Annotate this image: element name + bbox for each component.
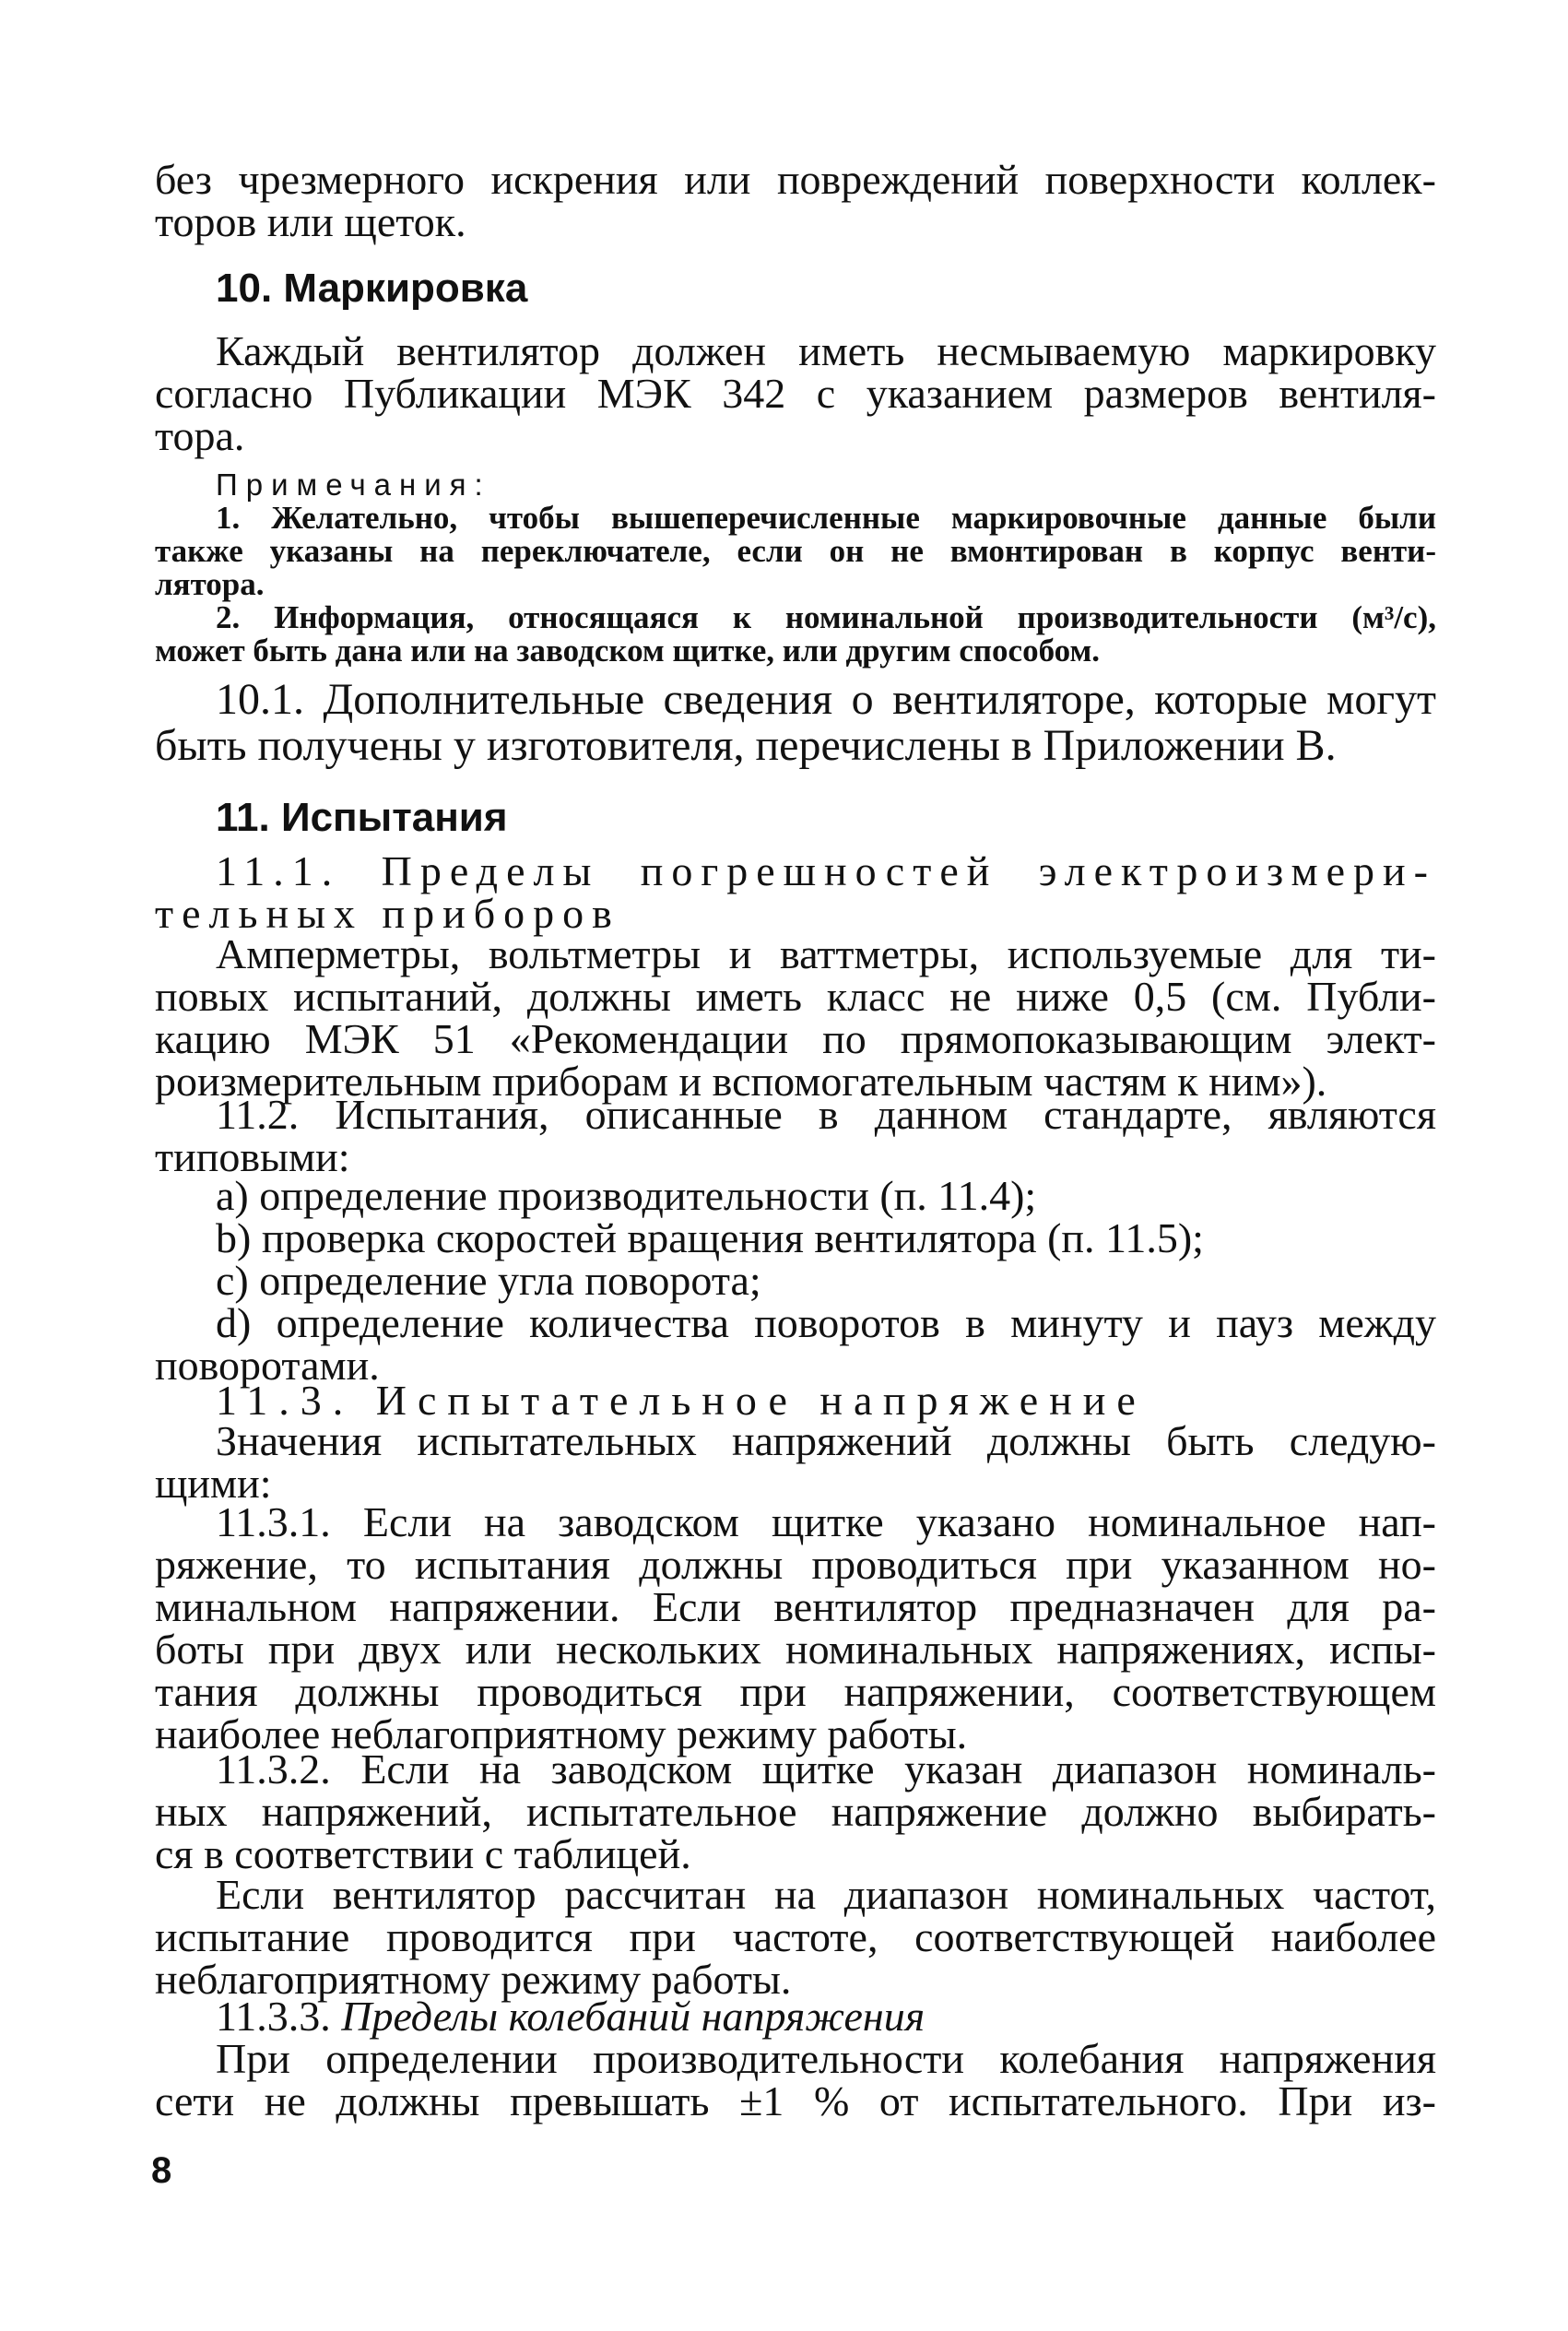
text-line: При определении производительности колебания напряжения (216, 2035, 1436, 2082)
subsection-heading-line: тельных приборов (155, 890, 620, 937)
page-number: 8 (151, 2150, 172, 2191)
text-line: тания должны проводиться при напряжении, соответствующем (155, 1668, 1436, 1715)
section-11-3-3-heading (155, 1995, 1436, 2038)
text-line: неблагоприятному режиму работы. (155, 1956, 792, 2003)
text-line: 11.3.2. Если на заводском щитке указан диапазон номиналь- (216, 1745, 1436, 1793)
section-10-1-paragraph (155, 677, 1436, 769)
test-types-list (155, 1172, 1436, 1389)
note-line: также указаны на переключателе, если он не вмонтирован в корпус венти- (155, 533, 1436, 569)
section-11-3-2-paragraph (155, 1745, 1436, 1877)
notes-title: Примечания: (216, 467, 491, 502)
subsection-heading (155, 1995, 1436, 2038)
text-line: тора. (155, 412, 245, 459)
section-10-paragraph (155, 327, 1436, 459)
section-11-1-heading (155, 847, 1436, 937)
section-11-2-paragraph (155, 1091, 1436, 1180)
note-line: 2. Информация, относящаяся к номинальной производительности (м³/с), (216, 599, 1436, 635)
section-heading: 11. Испытания (216, 795, 508, 840)
list-item: d) определение количества поворотов в минуту и пауз между (216, 1299, 1436, 1346)
subsection-title: Пределы колебаний напряжения (341, 1993, 925, 2040)
list-item: a) определение производительности (п. 11.4); (216, 1172, 1037, 1219)
text-line: 11.2. Испытания, описанные в данном стандарте, являются (216, 1091, 1436, 1138)
notes-block (155, 468, 1436, 668)
section-11-1-paragraph (155, 930, 1436, 1105)
text-line: роизмерительным приборам и вспомогательным частям к ним»). (155, 1058, 1327, 1105)
subsection-heading: 11.3. Испытательное напряжение (216, 1377, 1147, 1424)
final-paragraph (155, 2035, 1436, 2124)
text-line: Если вентилятор рассчитан на диапазон номинальных частот, (216, 1871, 1436, 1918)
text-line: сети не должны превышать ±1 % от испытательного. При из- (155, 2077, 1436, 2124)
text-line: типовыми: (155, 1133, 350, 1180)
text-line: кацию МЭК 51 «Рекомендации по прямопоказывающим элект- (155, 1015, 1436, 1062)
text-line: 10.1. Дополнительные сведения о вентиляторе, которые могут (216, 675, 1436, 724)
subsection-heading-line: 11.1. Пределы погрешностей электроизмери- (216, 847, 1436, 894)
text-line: Каждый вентилятор должен иметь несмываемую маркировку (216, 327, 1436, 374)
text-line: боты при двух или нескольких номинальных напряжениях, испы- (155, 1626, 1436, 1673)
subsection-number: 11.3.3. (216, 1993, 331, 2040)
text-line: ряжение, то испытания должны проводиться при указанном но- (155, 1541, 1436, 1588)
section-11-3-1-paragraph (155, 1498, 1436, 1757)
list-item: c) определение угла поворота; (216, 1257, 761, 1304)
list-item: поворотами. (155, 1342, 380, 1389)
text-line: 11.3.1. Если на заводском щитке указано номинальное нап- (216, 1498, 1436, 1545)
text-line: щими: (155, 1460, 272, 1507)
text-line: без чрезмерного искрения или повреждений поверхности коллек- (155, 156, 1436, 203)
section-11-3-paragraph (155, 1417, 1436, 1507)
text-line: ся в соответствии с таблицей. (155, 1830, 691, 1877)
text-line: Амперметры, вольтметры и ваттметры, используемые для ти- (216, 930, 1436, 977)
section-heading: 10. Маркировка (216, 266, 528, 311)
text-line: быть получены у изготовителя, перечислены в Приложении В. (155, 721, 1337, 770)
intro-paragraph (155, 156, 1436, 245)
list-item: b) проверка скоростей вращения вентилятора (п. 11.5); (216, 1214, 1204, 1261)
section-11-3-heading (155, 1379, 1436, 1422)
text-line: Значения испытательных напряжений должны быть следую- (216, 1417, 1436, 1464)
text-line: торов или щеток. (155, 198, 466, 245)
frequency-paragraph (155, 1871, 1436, 2003)
section-11-heading (216, 797, 1414, 839)
text-line: минальном напряжении. Если вентилятор предназначен для ра- (155, 1583, 1436, 1630)
note-line: 1. Желательно, чтобы вышеперечисленные маркировочные данные были (216, 500, 1436, 536)
text-line: наиболее неблагоприятному режиму работы. (155, 1710, 968, 1757)
text-line: ных напряжений, испытательное напряжение должно выбирать- (155, 1788, 1436, 1835)
text-line: согласно Публикации МЭК 342 с указанием размеров вентиля- (155, 370, 1436, 417)
text-line: повых испытаний, должны иметь класс не ниже 0,5 (см. Публи- (155, 973, 1436, 1020)
note-line: может быть дана или на заводском щитке, или другим способом. (155, 633, 1101, 669)
section-10-heading (216, 267, 1414, 310)
text-line: испытание проводится при частоте, соответствующей наиболее (155, 1913, 1436, 1960)
note-line: лятора. (155, 566, 265, 602)
